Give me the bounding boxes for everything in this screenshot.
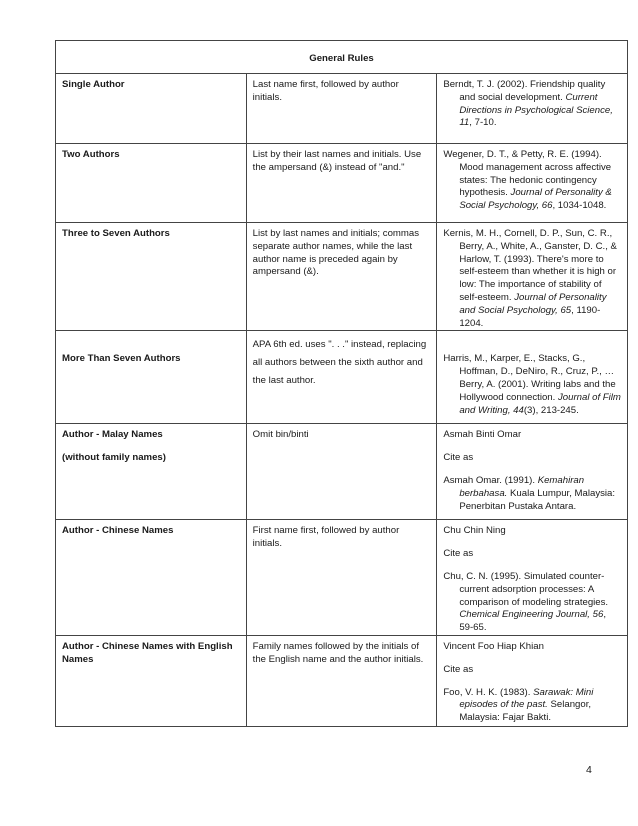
row-rule: APA 6th ed. uses ". . ." instead, replacing all authors between the sixth author and the last author. [246,331,437,424]
row-label: Author - Chinese Names [56,520,247,636]
row-reference [437,74,628,144]
reference-entry: Berndt, T. J. (2002). Friendship quality and social development. Current Directions in Psychological Science, 11, 7-10. [443,79,613,129]
table-row [56,331,628,424]
reference-entry: Wegener, D. T., & Petty, R. E. (1994). Mood management across affective states: The hedonic contingency hypothesis. Journal of Personality & Social Psychology, 66, 1034-1048. [443,149,612,212]
row-rule: List by last names and initials; commas separate author names, while the last author name is preceded again by ampersand (&). [246,223,437,331]
reference-entry: Asmah Omar. (1991). Kemahiran berbahasa. Kuala Lumpur, Malaysia: Penerbitan Pustaka Antara. [443,474,616,512]
table-row [56,144,628,223]
reference-entry: Kernis, M. H., Cornell, D. P., Sun, C. R., Berry, A., White, A., Ganster, D. C., & Harlow, T. (1993). There's more to self-esteem than whether it is high or low: The importance of stability of self-esteem. Journal of Personality and Social Psychology, 65, 1190-1204. [443,228,617,329]
row-rule: List by their last names and initials. Use the ampersand (&) instead of "and." [246,144,437,223]
cite-as-label: Cite as [443,663,474,675]
table-title-row [56,41,628,74]
table-row [56,424,628,520]
row-reference [437,520,628,636]
table-row [56,223,628,331]
row-reference [437,635,628,726]
row-label-text: Author - Malay Names [62,429,163,441]
cite-as-label: Cite as [443,452,474,464]
reference-entry: Chu, C. N. (1995). Simulated counter-current adsorption processes: A comparison of modeling strategies. Chemical Engineering Journal, 56, 59-65. [443,570,609,634]
page-number: 4 [586,764,592,776]
row-label: Single Author [56,74,247,144]
row-label: Two Authors [56,144,247,223]
reference-entry: Foo, V. H. K. (1983). Sarawak: Mini episodes of the past. Selangor, Malaysia: Fajar Bakti. [443,686,594,724]
row-rule: Last name first, followed by author initials. [246,74,437,144]
row-reference [437,223,628,331]
cite-as-label: Cite as [443,548,474,560]
table-row [56,520,628,636]
row-label: Author - Chinese Names with English Names [56,635,247,726]
row-label: More Than Seven Authors [56,331,247,424]
row-reference [437,144,628,223]
row-reference [437,424,628,520]
row-reference [437,331,628,424]
row-rule: Omit bin/binti [246,424,437,520]
table-title: General Rules [56,41,628,74]
reference-entry: Harris, M., Karper, E., Stacks, G., Hoffman, D., DeNiro, R., Cruz, P., … Berry, A. (2001). Writing labs and the Hollywood connection. Journal of Film and Writing, 44(3), 213-245. [443,353,621,416]
row-label-note: (without family names) [62,452,166,464]
row-label: Three to Seven Authors [56,223,247,331]
table-row [56,635,628,726]
row-label [56,424,247,520]
row-rule: Family names followed by the initials of the English name and the author initials. [246,635,437,726]
table-row [56,74,628,144]
row-rule: First name first, followed by author initials. [246,520,437,636]
example-name: Vincent Foo Hiap Khian [443,640,544,652]
example-name: Asmah Binti Omar [443,429,522,441]
example-name: Chu Chin Ning [443,525,506,537]
general-rules-table [55,40,628,727]
